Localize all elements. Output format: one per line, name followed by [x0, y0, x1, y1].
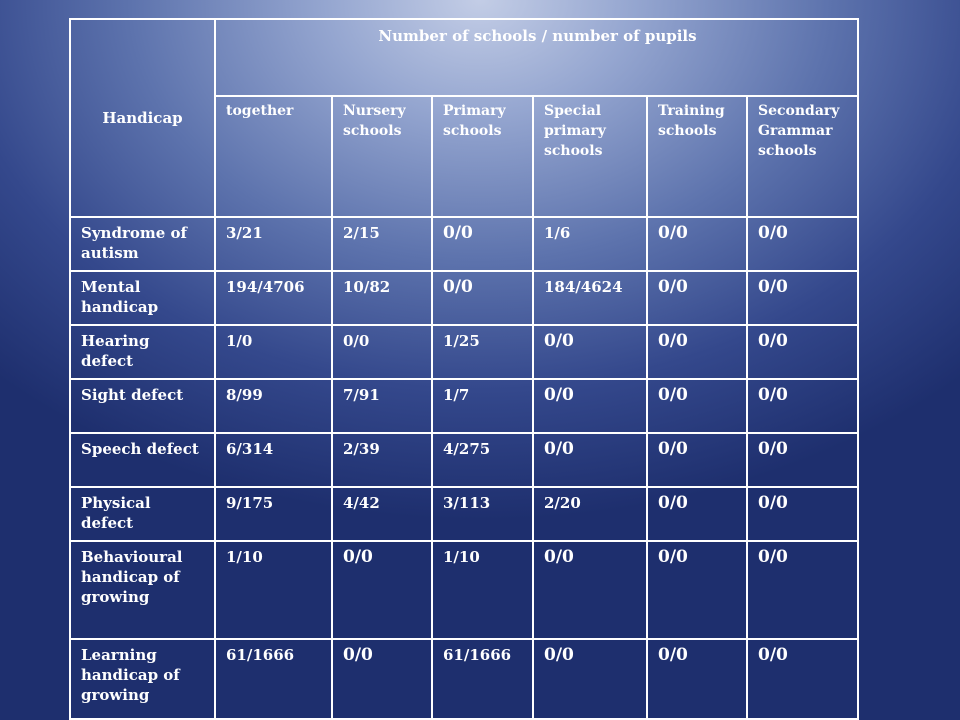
table-cell: 1/25: [432, 325, 533, 379]
handicap-column-header: Handicap: [70, 19, 215, 217]
table-cell: 0/0: [647, 271, 747, 325]
table-cell: 61/1666: [215, 639, 332, 719]
slide-table-container: [69, 18, 859, 720]
table-cell: 0/0: [533, 325, 647, 379]
row-label: Syndrome of autism: [70, 217, 215, 271]
table-row: [70, 433, 858, 487]
column-header-secondary-grammar: Secondary Grammar schools: [747, 96, 858, 217]
table-cell: 1/6: [533, 217, 647, 271]
row-label: Physical defect: [70, 487, 215, 541]
table-cell: 1/7: [432, 379, 533, 433]
table-cell: 0/0: [647, 379, 747, 433]
table-row: [70, 541, 858, 639]
table-cell: 184/4624: [533, 271, 647, 325]
row-label: Learning handicap of growing: [70, 639, 215, 719]
table-cell: 8/99: [215, 379, 332, 433]
table-cell: 0/0: [647, 325, 747, 379]
table-cell: 0/0: [332, 325, 432, 379]
table-cell: 0/0: [432, 271, 533, 325]
table-cell: 0/0: [747, 271, 858, 325]
table-cell: 1/10: [215, 541, 332, 639]
table-cell: 0/0: [747, 433, 858, 487]
row-label: Sight defect: [70, 379, 215, 433]
table-cell: 1/10: [432, 541, 533, 639]
table-cell: 0/0: [647, 217, 747, 271]
table-cell: 194/4706: [215, 271, 332, 325]
table-row: [70, 487, 858, 541]
table-cell: 0/0: [747, 379, 858, 433]
table-cell: 0/0: [533, 639, 647, 719]
table-row: [70, 379, 858, 433]
table-row: [70, 271, 858, 325]
table-cell: 0/0: [647, 639, 747, 719]
table-cell: 0/0: [647, 541, 747, 639]
table-cell: 61/1666: [432, 639, 533, 719]
column-header-primary: Primary schools: [432, 96, 533, 217]
row-label: Hearing defect: [70, 325, 215, 379]
table-cell: 0/0: [533, 541, 647, 639]
column-header-special-primary: Special primary schools: [533, 96, 647, 217]
table-cell: 4/275: [432, 433, 533, 487]
table-cell: 0/0: [432, 217, 533, 271]
table-cell: 2/15: [332, 217, 432, 271]
table-cell: 6/314: [215, 433, 332, 487]
table-cell: 0/0: [332, 541, 432, 639]
column-header-nursery: Nursery schools: [332, 96, 432, 217]
row-label: Behavioural handicap of growing: [70, 541, 215, 639]
table-cell: 0/0: [332, 639, 432, 719]
table-row: [70, 217, 858, 271]
table-cell: 3/21: [215, 217, 332, 271]
table-row: [70, 325, 858, 379]
table-row: [70, 639, 858, 719]
table-cell: 2/39: [332, 433, 432, 487]
table-cell: 4/42: [332, 487, 432, 541]
table-cell: 0/0: [747, 217, 858, 271]
table-cell: 10/82: [332, 271, 432, 325]
column-header-together: together: [215, 96, 332, 217]
table-cell: 3/113: [432, 487, 533, 541]
header-row-group: [70, 19, 858, 96]
table-cell: 0/0: [533, 379, 647, 433]
table-cell: 2/20: [533, 487, 647, 541]
table-cell: 7/91: [332, 379, 432, 433]
row-label: Speech defect: [70, 433, 215, 487]
table-cell: 0/0: [647, 433, 747, 487]
table-cell: 0/0: [747, 639, 858, 719]
table-cell: 1/0: [215, 325, 332, 379]
table-cell: 0/0: [747, 487, 858, 541]
table-cell: 9/175: [215, 487, 332, 541]
table-cell: 0/0: [647, 487, 747, 541]
schools-pupils-group-header: Number of schools / number of pupils: [215, 19, 858, 96]
table-cell: 0/0: [747, 541, 858, 639]
column-header-training: Training schools: [647, 96, 747, 217]
table-cell: 0/0: [747, 325, 858, 379]
table-cell: 0/0: [533, 433, 647, 487]
handicap-statistics-table: [69, 18, 859, 720]
row-label: Mental handicap: [70, 271, 215, 325]
